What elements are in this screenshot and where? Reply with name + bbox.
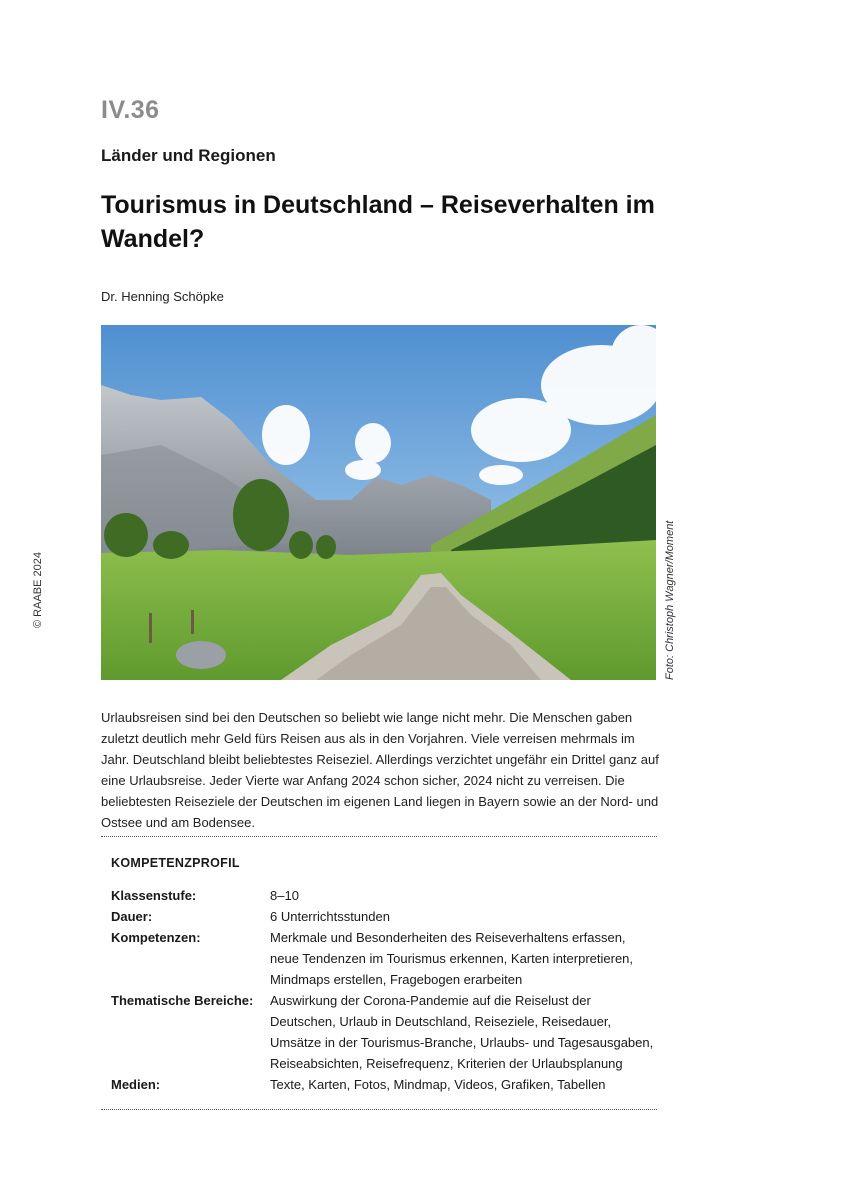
profile-value: 8–10	[270, 888, 299, 903]
divider-bottom	[101, 1109, 657, 1110]
profile-label: Kompetenzen:	[111, 930, 201, 945]
profile-label: Medien:	[111, 1077, 161, 1092]
profile-row-topics	[111, 990, 656, 1074]
profile-value: 6 Unterrichtsstunden	[270, 909, 390, 924]
unit-number: IV.36	[101, 96, 160, 124]
profile-row-competences	[111, 927, 656, 990]
photo-credit: Foto: Christoph Wagner/Moment	[664, 520, 676, 680]
profile-row-grade	[111, 885, 656, 906]
divider-top	[101, 836, 657, 837]
profile-value: Merkmale und Besonderheiten des Reiseverhaltens erfassen, neue Tendenzen im Tourismus erkennen, Karten interpretieren, Mindmaps erstellen, Fragebogen erarbeiten	[270, 930, 634, 987]
profile-value: Texte, Karten, Fotos, Mindmap, Videos, Grafiken, Tabellen	[270, 1077, 606, 1092]
profile-label: Thematische Bereiche:	[111, 993, 254, 1008]
profile-row-duration	[111, 906, 656, 927]
page-title: Tourismus in Deutschland – Reiseverhalten im Wandel?	[101, 191, 655, 253]
profile-row-media	[111, 1074, 656, 1095]
profile-label: Klassenstufe:	[111, 888, 197, 903]
profile-value: Auswirkung der Corona-Pandemie auf die Reiselust der Deutschen, Urlaub in Deutschland, Reiseziele, Reisedauer, Umsätze in der Tourismus-Branche, Urlaubs- und Tagesausgaben, Reiseabsichten, Reisefrequenz, Kriterien der Urlaubsplanung	[270, 993, 654, 1071]
competence-profile-heading: KOMPETENZPROFIL	[111, 856, 240, 870]
section-title: Länder und Regionen	[101, 146, 276, 165]
intro-paragraph: Urlaubsreisen sind bei den Deutschen so beliebt wie lange nicht mehr. Die Menschen gaben zuletzt deutlich mehr Geld fürs Reisen aus als in den Vorjahren. Viele verreisen mehrmals im Jahr. Deutschland bleibt beliebtestes Reiseziel. Allerdings verzichtet ungefähr ein Drittel ganz auf eine Urlaubsreise. Jeder Vierte war Anfang 2024 schon sicher, 2024 nicht zu verreisen. Die beliebtesten Reiseziele der Deutschen im eigenen Land liegen in Bayern sowie an der Nord- und Ostsee und am Bodensee.	[101, 710, 659, 830]
author: Dr. Henning Schöpke	[101, 289, 224, 304]
profile-label: Dauer:	[111, 909, 153, 924]
mountain-valley-photo	[101, 325, 656, 680]
copyright-notice: © RAABE 2024	[32, 552, 44, 628]
competence-profile-table	[111, 885, 656, 1095]
